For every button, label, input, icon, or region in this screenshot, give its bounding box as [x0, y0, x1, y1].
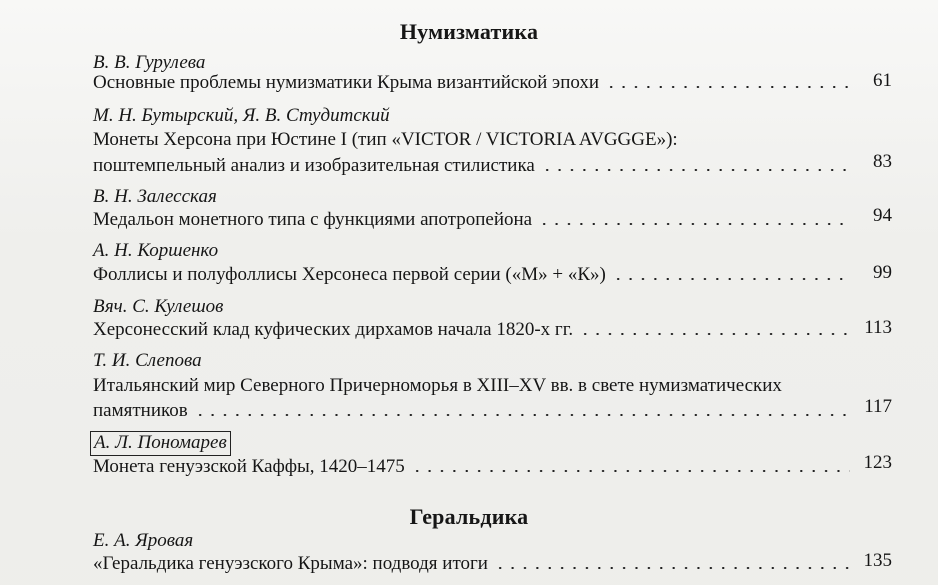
dot-leader: [579, 333, 850, 335]
entry-page-number: 123: [863, 452, 892, 473]
dot-leader: [612, 278, 850, 280]
entry-title-text: памятников: [93, 400, 188, 421]
entry-author: Вяч. С. Кулешов: [93, 296, 224, 317]
entry-page-number: 61: [873, 70, 892, 91]
entry-page-number: 99: [873, 262, 892, 283]
entry-title: [93, 264, 850, 286]
entry-title-text: Основные проблемы нумизматики Крыма византийской эпохи: [93, 72, 600, 93]
section-title-heraldry: Геральдика: [409, 504, 529, 529]
entry-page-number: 83: [873, 151, 892, 172]
entry-title-text: Монета генуэзской Каффы, 1420–1475: [93, 456, 405, 477]
entry-title: [93, 400, 850, 422]
dot-leader: [605, 86, 850, 88]
entry-title-line: Итальянский мир Северного Причерноморья в XIII–XV вв. в свете нумизматических: [93, 375, 782, 396]
entry-author: Т. И. Слепова: [93, 350, 202, 371]
section-title-numismatics: Нумизматика: [399, 19, 539, 44]
entry-title-text: поштемпельный анализ и изобразительная стилистика: [93, 155, 535, 176]
entry-title: [93, 319, 850, 341]
entry-title-text: Херсонесский клад куфических дирхамов начала 1820-х гг.: [93, 319, 574, 340]
entry-author: А. Н. Коршенко: [93, 240, 219, 261]
entry-author: В. Н. Залесская: [93, 186, 217, 207]
entry-page-number: 94: [873, 205, 892, 226]
entry-author: В. В. Гурулева: [93, 52, 206, 73]
dot-leader: [538, 223, 850, 225]
entry-page-number: 117: [864, 396, 892, 417]
dot-leader: [494, 567, 850, 569]
entry-page-number: 135: [863, 550, 892, 571]
entry-title: [93, 209, 850, 231]
entry-title: [93, 456, 850, 478]
entry-title-text: Фоллисы и полуфоллисы Херсонеса первой серии («М» + «К»): [93, 264, 606, 285]
dot-leader: [194, 414, 850, 416]
entry-page-number: 113: [864, 317, 892, 338]
dot-leader: [411, 470, 850, 472]
entry-title-text: Медальон монетного типа с функциями апотропейона: [93, 209, 533, 230]
entry-title: [93, 155, 850, 177]
entry-author-highlighted: А. Л. Пономарев: [90, 431, 231, 456]
entry-title: [93, 72, 850, 94]
dot-leader: [541, 169, 850, 171]
entry-title-text: «Геральдика генуэзского Крыма»: подводя итоги: [93, 553, 488, 574]
entry-author: М. Н. Бутырский, Я. В. Студитский: [93, 105, 390, 126]
entry-author: Е. А. Яровая: [93, 530, 194, 551]
entry-title-line: Монеты Херсона при Юстине I (тип «VICTOR / VICTORIA AVGGGE»):: [93, 129, 678, 150]
entry-title: [93, 553, 850, 575]
